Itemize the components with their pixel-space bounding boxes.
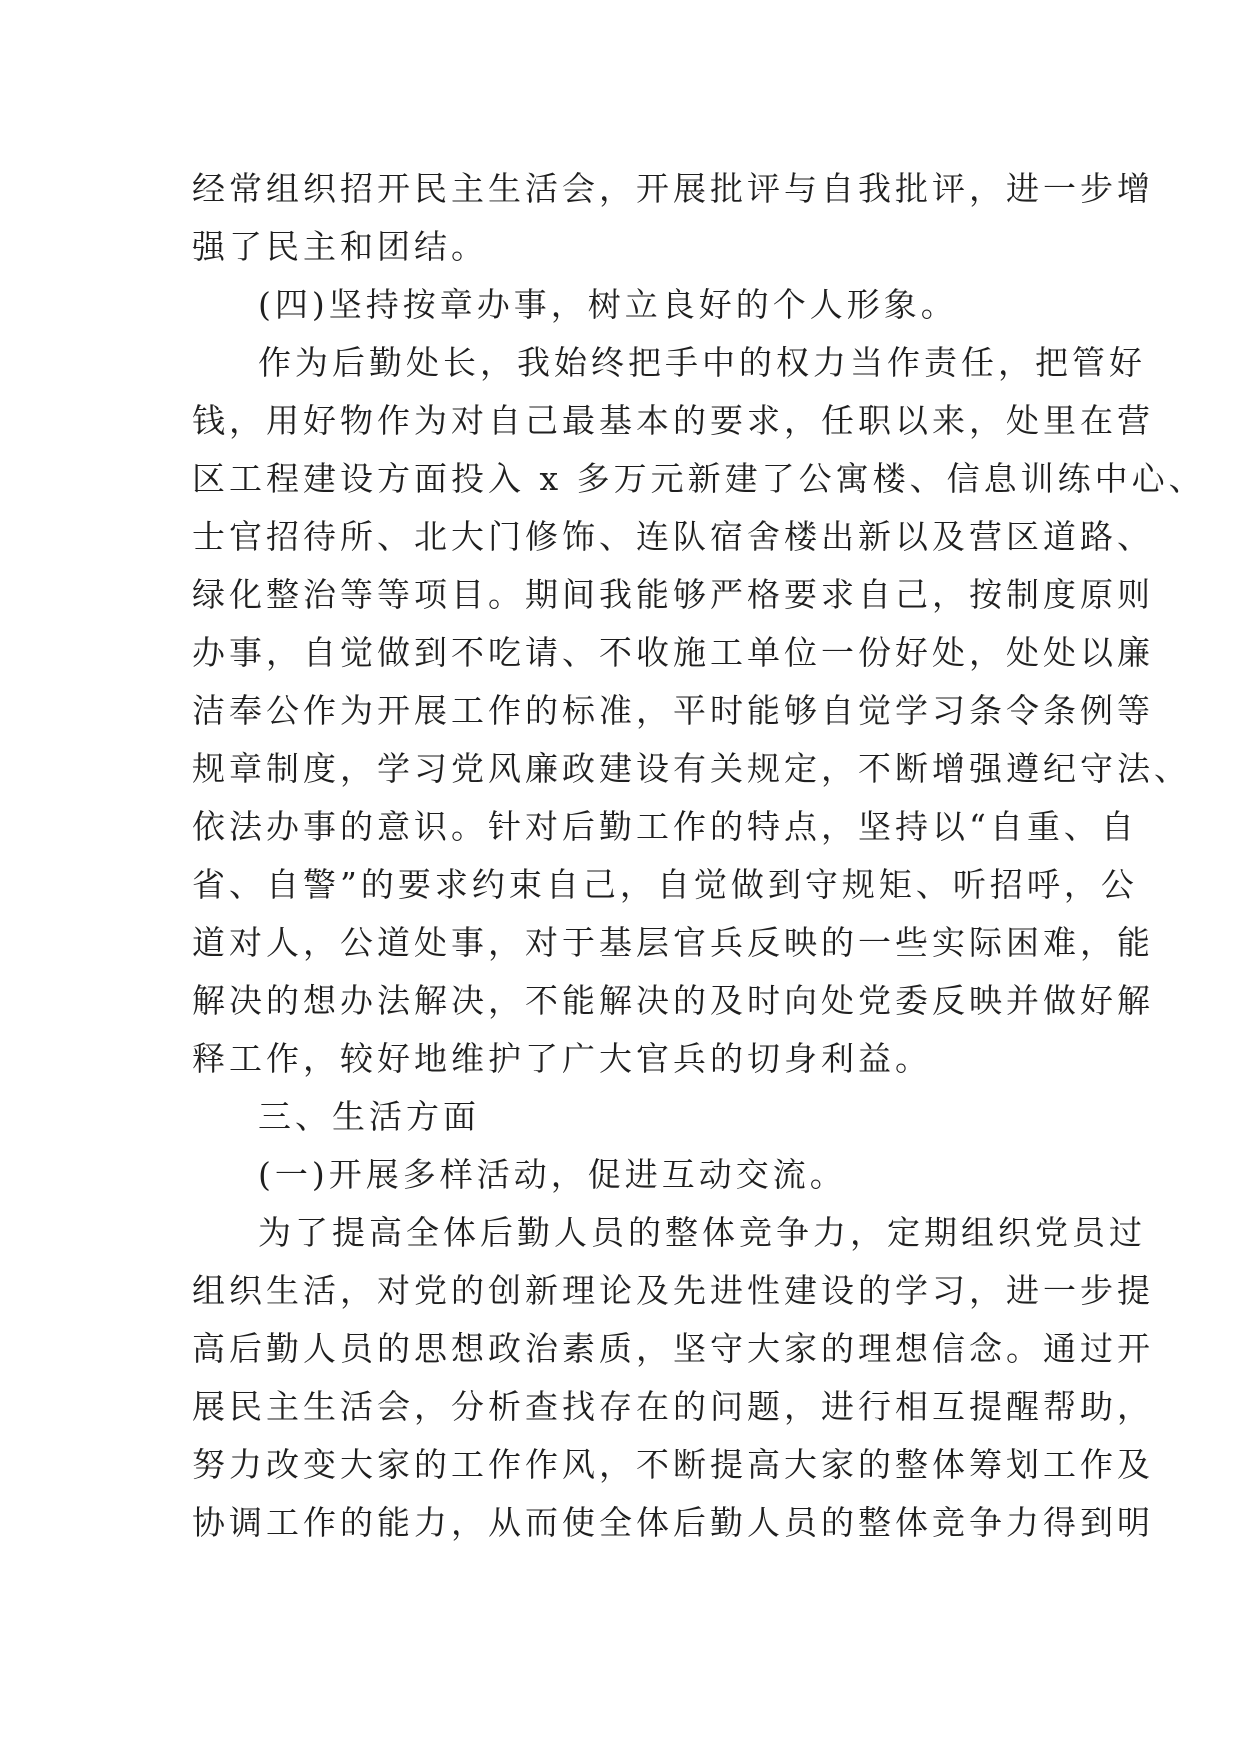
text-line: 士官招待所、北大门修饰、连队宿舍楼出新以及营区道路、 xyxy=(192,517,1154,556)
section-heading: (一)开展多样活动，促进互动交流。 xyxy=(258,1155,847,1194)
text-line: 绿化整治等等项目。期间我能够严格要求自己，按制度原则 xyxy=(192,575,1154,614)
text-line: 洁奉公作为开展工作的标准，平时能够自觉学习条令条例等 xyxy=(192,691,1154,730)
text-line: 强了民主和团结。 xyxy=(192,227,488,266)
text-line: 展民主生活会，分析查找存在的问题，进行相互提醒帮助， xyxy=(192,1387,1154,1426)
text-line: 依法办事的意识。针对后勤工作的特点，坚持以“自重、自 xyxy=(192,807,1138,846)
text-line: 协调工作的能力，从而使全体后勤人员的整体竞争力得到明 xyxy=(192,1503,1154,1542)
text-line: 办事，自觉做到不吃请、不收施工单位一份好处，处处以廉 xyxy=(192,633,1154,672)
text-line: 努力改变大家的工作作风，不断提高大家的整体筹划工作及 xyxy=(192,1445,1154,1484)
section-heading: (四)坚持按章办事，树立良好的个人形象。 xyxy=(258,285,958,324)
text-line: 道对人，公道处事，对于基层官兵反映的一些实际困难，能 xyxy=(192,923,1154,962)
text-line: 经常组织招开民主生活会，开展批评与自我批评，进一步增 xyxy=(192,169,1154,208)
text-line: 解决的想办法解决，不能解决的及时向处党委反映并做好解 xyxy=(192,981,1154,1020)
text-line: 钱，用好物作为对自己最基本的要求，任职以来，处里在营 xyxy=(192,401,1154,440)
text-line: 高后勤人员的思想政治素质，坚守大家的理想信念。通过开 xyxy=(192,1329,1154,1368)
text-line: 区工程建设方面投入 x 多万元新建了公寓楼、信息训练中心、 xyxy=(192,459,1206,498)
body-text xyxy=(192,160,1206,1552)
text-line: 为了提高全体后勤人员的整体竞争力，定期组织党员过 xyxy=(258,1213,1146,1252)
text-line: 组织生活，对党的创新理论及先进性建设的学习，进一步提 xyxy=(192,1271,1154,1310)
text-line: 省、自警”的要求约束自己，自觉做到守规矩、听招呼，公 xyxy=(192,865,1138,904)
text-line: 规章制度，学习党风廉政建设有关规定，不断增强遵纪守法、 xyxy=(192,749,1191,788)
section-heading: 三、生活方面 xyxy=(258,1097,480,1136)
text-line: 释工作，较好地维护了广大官兵的切身利益。 xyxy=(192,1039,932,1078)
text-line: 作为后勤处长，我始终把手中的权力当作责任，把管好 xyxy=(258,343,1146,382)
